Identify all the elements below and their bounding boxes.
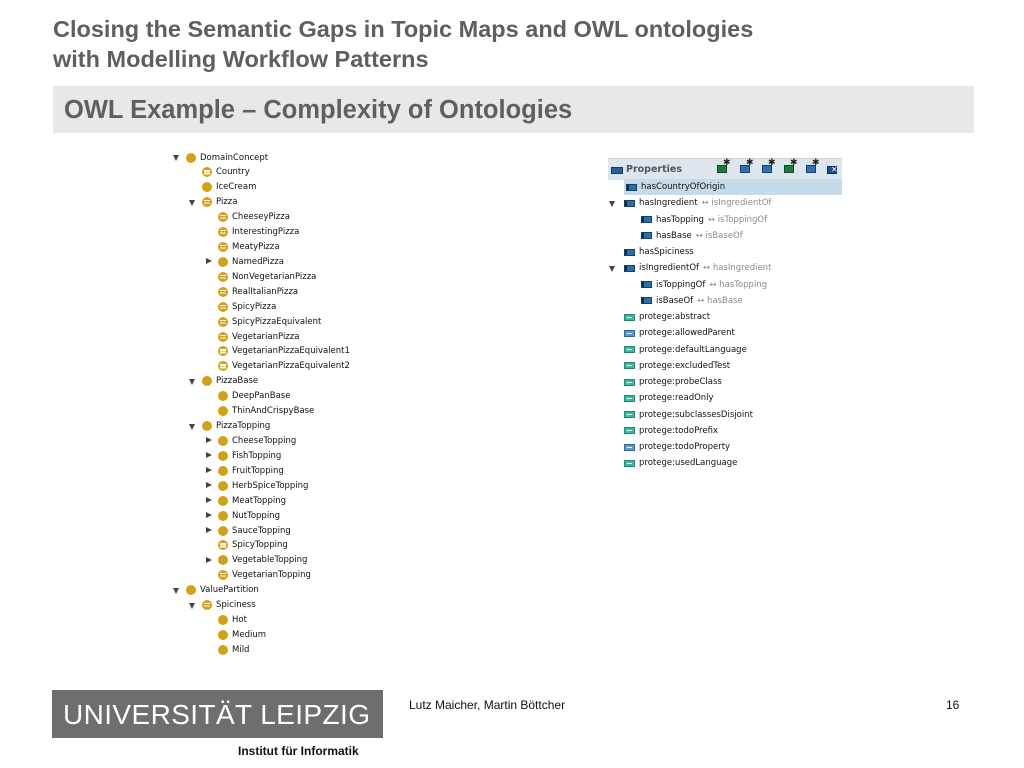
property-item[interactable] xyxy=(608,277,767,293)
institute-name: Institut für Informatik xyxy=(238,744,359,758)
properties-header xyxy=(608,158,842,180)
annotation-property-icon xyxy=(624,379,635,386)
class-label: CheeseTopping xyxy=(232,435,297,446)
authors: Lutz Maicher, Martin Böttcher xyxy=(409,698,566,712)
property-label: hasSpiciness xyxy=(639,247,694,257)
property-label: protege:excludedTest xyxy=(639,360,731,371)
defined-class-icon xyxy=(218,361,228,371)
properties-title: Properties xyxy=(626,164,682,175)
logo-text: UNIVERSITÄT LEIPZIG xyxy=(63,699,371,730)
spacer xyxy=(608,426,618,435)
class-icon xyxy=(202,421,212,431)
spacer xyxy=(608,248,618,257)
annotation-property-icon xyxy=(624,330,635,337)
class-icon xyxy=(218,645,228,655)
property-item[interactable] xyxy=(608,407,753,423)
class-icon xyxy=(218,526,228,536)
class-tree-item[interactable] xyxy=(204,344,350,359)
class-icon xyxy=(218,555,228,565)
defined-class-icon xyxy=(218,287,228,297)
create-object-property-icon[interactable]: ✱ xyxy=(716,161,730,175)
defined-class-icon xyxy=(218,212,228,222)
spacer xyxy=(608,410,618,419)
class-tree-item[interactable] xyxy=(204,538,288,553)
class-label: PizzaBase xyxy=(216,376,259,387)
property-label: isIngredientOf xyxy=(639,263,700,274)
spacer xyxy=(608,459,618,468)
class-label: FishTopping xyxy=(232,450,282,461)
class-icon xyxy=(218,481,228,491)
class-label: VegetarianPizza xyxy=(232,331,300,342)
expanded-arrow-icon[interactable] xyxy=(608,264,618,273)
class-label: DeepPanBase xyxy=(232,391,291,402)
expanded-arrow-icon[interactable] xyxy=(188,198,197,207)
class-label: MeatyPizza xyxy=(232,242,280,253)
class-label: ValuePartition xyxy=(200,585,259,596)
class-tree-item[interactable] xyxy=(188,598,256,613)
class-label: VegetarianPizzaEquivalent2 xyxy=(232,361,350,372)
class-label: CheeseyPizza xyxy=(232,212,290,223)
class-label: NonVegetarianPizza xyxy=(232,271,317,282)
collapsed-arrow-icon[interactable] xyxy=(204,511,213,520)
class-icon xyxy=(202,376,212,386)
inverse-property-label: ↔ hasTopping xyxy=(709,279,768,290)
expanded-arrow-icon[interactable] xyxy=(188,377,197,386)
class-label: SauceTopping xyxy=(232,525,291,536)
spacer xyxy=(608,296,618,305)
expanded-arrow-icon[interactable] xyxy=(172,586,181,595)
spacer xyxy=(608,443,618,452)
class-tree-item[interactable] xyxy=(204,404,314,419)
defined-class-icon xyxy=(218,570,228,580)
property-item[interactable] xyxy=(608,309,710,325)
object-property-icon xyxy=(641,297,652,304)
class-label: Pizza xyxy=(216,197,238,208)
class-label: Hot xyxy=(232,615,247,626)
class-icon xyxy=(218,406,228,416)
property-item[interactable] xyxy=(608,228,743,244)
expanded-arrow-icon[interactable] xyxy=(188,422,197,431)
collapsed-arrow-icon[interactable] xyxy=(204,556,213,565)
property-item[interactable] xyxy=(608,212,767,228)
create-datatype-property-icon[interactable]: ✱ xyxy=(739,161,753,175)
inverse-property-label: ↔ isIngredientOf xyxy=(701,198,772,209)
properties-panel xyxy=(608,158,842,478)
class-icon xyxy=(218,511,228,521)
property-label: protege:todoProperty xyxy=(639,442,731,452)
class-tree-item[interactable] xyxy=(204,523,291,538)
collapsed-arrow-icon[interactable] xyxy=(204,526,213,535)
defined-class-icon xyxy=(218,332,228,342)
spacer xyxy=(608,231,618,240)
subtitle-bar xyxy=(53,86,974,133)
class-icon xyxy=(218,436,228,446)
spacer xyxy=(608,280,618,289)
class-tree-item[interactable] xyxy=(204,448,281,463)
property-label: protege:defaultLanguage xyxy=(639,344,747,355)
property-label: hasIngredient xyxy=(639,198,698,209)
class-label: VegetarianPizzaEquivalent1 xyxy=(232,346,350,357)
class-label: Spiciness xyxy=(216,600,256,611)
slide-title-line2: with Modelling Workflow Patterns xyxy=(53,46,429,72)
class-label: VegetarianTopping xyxy=(232,570,311,581)
spacer xyxy=(608,215,618,224)
properties-icon xyxy=(611,167,623,174)
property-label: protege:subclassesDisjoint xyxy=(639,409,753,420)
property-label: isToppingOf xyxy=(656,279,706,290)
property-item[interactable] xyxy=(608,390,714,406)
inverse-property-label: ↔ hasIngredient xyxy=(703,263,772,274)
class-label: InterestingPizza xyxy=(232,227,300,238)
class-tree-item[interactable] xyxy=(204,314,321,329)
class-icon xyxy=(186,153,196,163)
create-subproperty-icon[interactable]: ✱ xyxy=(761,161,775,175)
property-label: hasTopping xyxy=(656,214,704,225)
annotation-property-icon xyxy=(624,362,635,369)
property-item[interactable] xyxy=(608,325,735,341)
class-icon xyxy=(202,182,212,192)
annotation-property-icon xyxy=(624,427,635,434)
class-tree-item[interactable] xyxy=(204,299,276,314)
collapsed-arrow-icon[interactable] xyxy=(204,481,213,490)
slide-subtitle: OWL Example – Complexity of Ontologies xyxy=(64,96,573,124)
class-tree-item[interactable] xyxy=(204,225,299,240)
class-icon xyxy=(218,466,228,476)
property-label: protege:todoPrefix xyxy=(639,425,718,436)
object-property-icon xyxy=(624,249,635,256)
class-label: Country xyxy=(216,167,250,178)
property-item[interactable] xyxy=(608,423,718,439)
class-label: Medium xyxy=(232,629,266,640)
class-tree-item[interactable] xyxy=(188,195,237,210)
slide-title xyxy=(53,14,953,74)
class-tree-item[interactable] xyxy=(204,553,307,568)
class-tree-item[interactable] xyxy=(204,269,316,284)
defined-class-icon xyxy=(218,317,228,327)
spacer xyxy=(608,329,618,338)
class-label: NutTopping xyxy=(232,510,280,521)
class-icon xyxy=(218,496,228,506)
class-label: IceCream xyxy=(216,182,257,193)
class-tree-item[interactable] xyxy=(188,180,256,195)
property-label: protege:allowedParent xyxy=(639,328,735,339)
object-property-icon xyxy=(624,265,635,272)
property-item[interactable] xyxy=(608,244,694,260)
class-label: HerbSpiceTopping xyxy=(232,480,309,491)
class-icon xyxy=(218,391,228,401)
slide-title-line1: Closing the Semantic Gaps in Topic Maps and OWL ontologies xyxy=(53,16,754,42)
class-tree-item[interactable] xyxy=(204,389,290,404)
annotation-property-icon xyxy=(624,346,635,353)
class-tree-item[interactable] xyxy=(172,583,259,598)
property-item[interactable] xyxy=(624,179,842,195)
annotation-property-icon xyxy=(624,444,635,451)
defined-class-icon xyxy=(218,302,228,312)
spacer xyxy=(608,361,618,370)
class-icon xyxy=(218,257,228,267)
class-icon xyxy=(186,585,196,595)
annotation-property-icon xyxy=(624,314,635,321)
property-item[interactable] xyxy=(608,455,737,471)
defined-class-icon xyxy=(202,167,212,177)
object-property-icon xyxy=(641,216,652,223)
defined-class-icon xyxy=(202,197,212,207)
property-item[interactable] xyxy=(608,342,747,358)
class-tree-item[interactable] xyxy=(204,613,247,628)
class-tree-item[interactable] xyxy=(204,508,280,523)
defined-class-icon xyxy=(218,272,228,282)
class-tree-item[interactable] xyxy=(204,493,286,508)
class-label: SpicyPizza xyxy=(232,301,277,312)
class-tree-item[interactable] xyxy=(204,478,308,493)
expanded-arrow-icon[interactable] xyxy=(188,601,197,610)
property-label: protege:usedLanguage xyxy=(639,458,738,469)
class-tree-item[interactable] xyxy=(204,210,290,225)
property-item[interactable] xyxy=(608,293,743,309)
class-label: NamedPizza xyxy=(232,256,284,267)
class-tree-item[interactable] xyxy=(204,568,311,583)
defined-class-icon xyxy=(218,227,228,237)
object-property-icon xyxy=(624,200,635,207)
defined-class-icon xyxy=(218,242,228,252)
create-annotation-property-icon[interactable]: ✱ xyxy=(783,161,797,175)
expanded-arrow-icon[interactable] xyxy=(172,153,181,162)
property-label: hasCountryOfOrigin xyxy=(641,182,726,192)
property-label: hasBase xyxy=(656,230,692,241)
collapsed-arrow-icon[interactable] xyxy=(204,496,213,505)
class-label: SpicyTopping xyxy=(232,540,288,551)
expanded-arrow-icon[interactable] xyxy=(608,199,618,208)
property-item[interactable] xyxy=(608,439,730,455)
property-label: protege:probeClass xyxy=(639,377,722,387)
page-number: 16 xyxy=(946,698,960,712)
property-label: protege:abstract xyxy=(639,312,711,322)
collapsed-arrow-icon[interactable] xyxy=(204,451,213,460)
class-icon xyxy=(218,630,228,640)
property-item[interactable] xyxy=(608,358,730,374)
property-item[interactable] xyxy=(608,195,771,211)
class-tree-item[interactable] xyxy=(204,642,249,657)
spacer xyxy=(608,378,618,387)
spacer xyxy=(608,345,618,354)
create-property-icon[interactable]: ✱ xyxy=(805,161,819,175)
class-tree-item[interactable] xyxy=(204,284,298,299)
delete-property-icon[interactable]: ✕ xyxy=(825,161,839,175)
class-label: RealItalianPizza xyxy=(232,286,299,297)
class-label: MeatTopping xyxy=(232,495,286,506)
class-icon xyxy=(218,451,228,461)
class-tree-item[interactable] xyxy=(204,627,266,642)
class-tree-item[interactable] xyxy=(204,254,284,269)
annotation-property-icon xyxy=(624,395,635,402)
defined-class-icon xyxy=(202,600,212,610)
object-property-icon xyxy=(626,184,637,191)
inverse-property-label: ↔ isToppingOf xyxy=(707,214,768,225)
defined-class-icon xyxy=(218,346,228,356)
class-label: PizzaTopping xyxy=(216,421,271,432)
class-tree-item[interactable] xyxy=(204,359,350,374)
class-tree-item[interactable] xyxy=(204,463,284,478)
class-tree-item[interactable] xyxy=(204,433,296,448)
class-label: Mild xyxy=(232,644,250,655)
collapsed-arrow-icon[interactable] xyxy=(204,466,213,475)
class-tree-item[interactable] xyxy=(204,329,299,344)
object-property-icon xyxy=(641,232,652,239)
class-tree-item[interactable] xyxy=(188,374,258,389)
class-tree-item[interactable] xyxy=(188,165,250,180)
property-item[interactable] xyxy=(608,260,771,276)
property-item[interactable] xyxy=(608,374,722,390)
annotation-property-icon xyxy=(624,411,635,418)
class-label: DomainConcept xyxy=(200,152,269,163)
inverse-property-label: ↔ isBaseOf xyxy=(695,230,743,241)
class-label: ThinAndCrispyBase xyxy=(232,406,315,417)
class-label: VegetableTopping xyxy=(232,555,308,566)
university-logo xyxy=(52,690,383,738)
spacer xyxy=(608,394,618,403)
property-label: isBaseOf xyxy=(656,295,694,306)
class-label: SpicyPizzaEquivalent xyxy=(232,316,322,327)
collapsed-arrow-icon[interactable] xyxy=(204,257,213,266)
defined-class-icon xyxy=(218,540,228,550)
property-label: protege:readOnly xyxy=(639,393,714,404)
annotation-property-icon xyxy=(624,460,635,467)
class-tree-item[interactable] xyxy=(188,419,270,434)
inverse-property-label: ↔ hasBase xyxy=(697,295,743,306)
class-icon xyxy=(218,615,228,625)
class-tree-item[interactable] xyxy=(204,240,280,255)
class-label: FruitTopping xyxy=(232,465,284,476)
class-tree-item[interactable] xyxy=(172,150,268,165)
collapsed-arrow-icon[interactable] xyxy=(204,436,213,445)
object-property-icon xyxy=(641,281,652,288)
spacer xyxy=(608,313,618,322)
